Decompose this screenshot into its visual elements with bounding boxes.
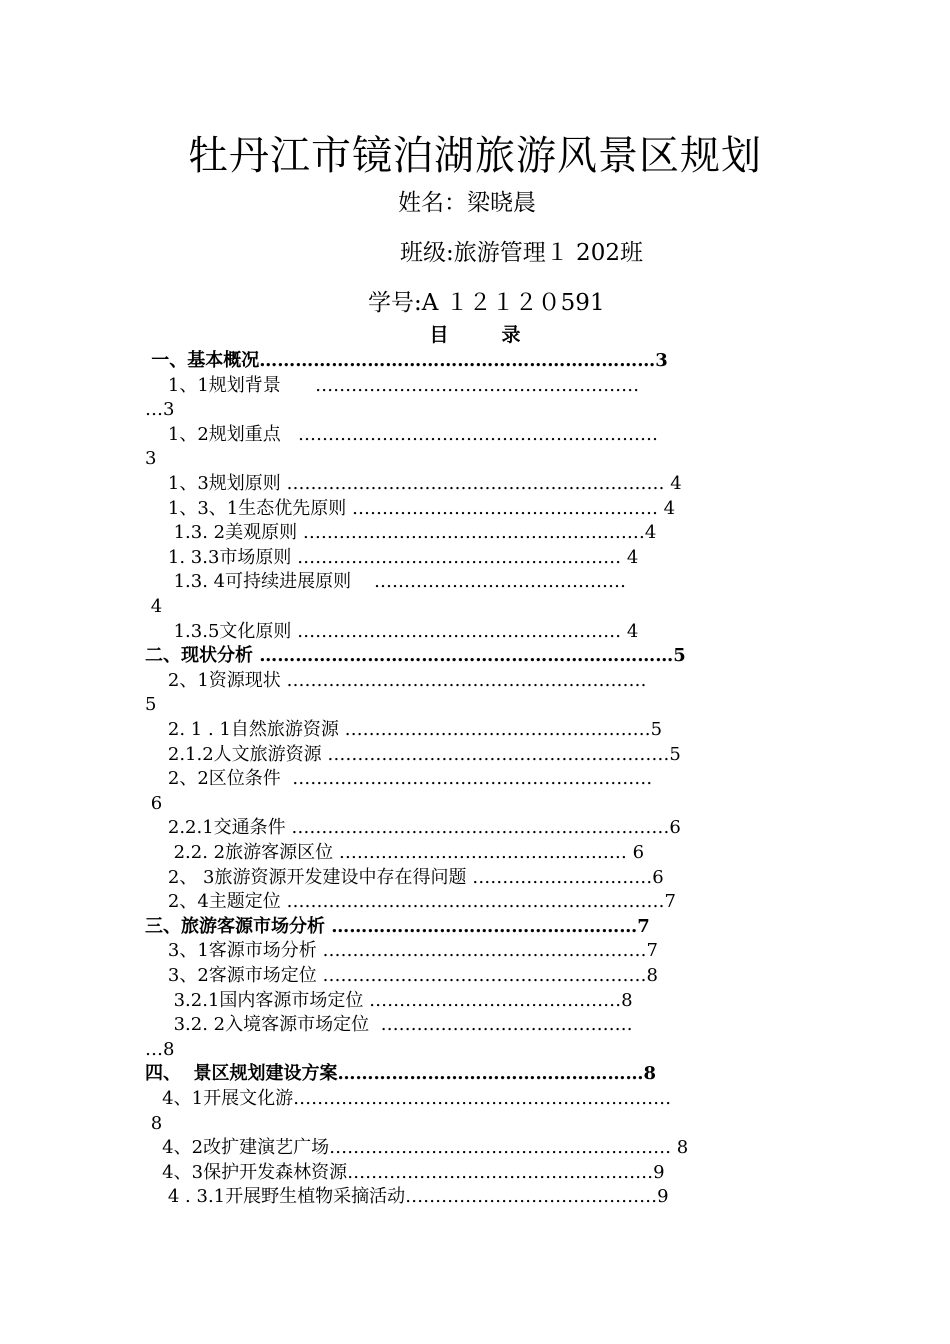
toc-page-number: 5 bbox=[145, 694, 157, 715]
toc-subsection-entry: 1、3规划原则 ……………………………………………………… 4 bbox=[145, 473, 682, 494]
toc-subsection-entry: 4、2改扩建演艺广场………………………………………………… 8 bbox=[145, 1137, 689, 1158]
toc-subsection-entry: 1.3. 4可持续进展原则 …………………………………… bbox=[145, 571, 627, 592]
toc-subsection-entry: 2、2区位条件 …………………………………………………… bbox=[145, 768, 653, 789]
toc-subsection-entry: 3、2客源市场定位 ………………………………………………8 bbox=[145, 965, 658, 986]
author-value: 梁晓晨 bbox=[467, 190, 536, 216]
toc-page-number: 4 bbox=[145, 596, 163, 617]
toc-subsection-entry: 2.2.1交通条件 ………………………………………………………6 bbox=[145, 817, 681, 838]
toc-section-entry: 四、 景区规划建设方案……………………………………………8 bbox=[145, 1063, 657, 1084]
toc-page-number: …3 bbox=[145, 399, 175, 420]
toc-section-entry: 二、现状分析 ……………………………………………………………5 bbox=[145, 645, 686, 666]
student-id-value: A １２１２０591 bbox=[421, 290, 605, 316]
toc-page-number: 8 bbox=[145, 1113, 163, 1134]
toc-subsection-entry: 1、2规划重点 …………………………………………………… bbox=[145, 424, 658, 445]
toc-subsection-entry: 2、4主题定位 ………………………………………………………7 bbox=[145, 891, 676, 912]
author-label: 姓名： bbox=[398, 190, 467, 216]
toc-subsection-entry: 4 . 3.1开展野生植物采摘活动……………………………………9 bbox=[145, 1186, 669, 1207]
toc-subsection-entry: 1.3. 2美观原则 …………………………………………………4 bbox=[145, 522, 657, 543]
toc-subsection-entry: 4、3保护开发森林资源……………………………………………9 bbox=[145, 1162, 665, 1183]
toc-subsection-entry: 1、1规划背景 ……………………………………………… bbox=[145, 375, 640, 396]
toc-subsection-entry: 2.2. 2旅游客源区位 ………………………………………… 6 bbox=[145, 842, 645, 863]
class-value: 旅游管理１ 202班 bbox=[453, 240, 643, 266]
toc-subsection-entry: 2.1.2人文旅游资源 …………………………………………………5 bbox=[145, 744, 681, 765]
toc-subsection-entry: 3.2.1国内客源市场定位 ……………………………………8 bbox=[145, 990, 633, 1011]
toc-page-number: …8 bbox=[145, 1039, 175, 1060]
toc-subsection-entry: 4、1开展文化游……………………………………………………… bbox=[145, 1088, 672, 1109]
toc-heading: 目 录 bbox=[429, 324, 521, 346]
class-label: 班级: bbox=[400, 240, 454, 266]
toc-subsection-entry: 1.3.5文化原则 ……………………………………………… 4 bbox=[145, 621, 639, 642]
toc-section-entry: 三、旅游客源市场分析 ……………………………………………7 bbox=[145, 916, 650, 937]
toc-subsection-entry: 1. 3.3市场原则 ……………………………………………… 4 bbox=[145, 547, 639, 568]
toc-subsection-entry: 2、1资源现状 …………………………………………………… bbox=[145, 670, 647, 691]
toc-subsection-entry: 3、1客源市场分析 ………………………………………………7 bbox=[145, 940, 658, 961]
toc-section-entry: 一、基本概况…………………………………………………………3 bbox=[145, 350, 668, 371]
toc-page-number: 6 bbox=[145, 793, 163, 814]
toc-page-number: 3 bbox=[145, 448, 157, 469]
toc-subsection-entry: 2. 1 . 1自然旅游资源 ……………………………………………5 bbox=[145, 719, 663, 740]
toc-subsection-entry: 2、 3旅游资源开发建设中存在得问题 …………………………6 bbox=[145, 867, 664, 888]
toc-subsection-entry: 3.2. 2入境客源市场定位 …………………………………… bbox=[145, 1014, 633, 1035]
document-title: 牡丹江市镜泊湖旅游风景区规划 bbox=[188, 133, 762, 179]
toc-subsection-entry: 1、3、1生态优先原则 …………………………………………… 4 bbox=[145, 498, 676, 519]
student-id-label: 学号: bbox=[368, 290, 422, 316]
